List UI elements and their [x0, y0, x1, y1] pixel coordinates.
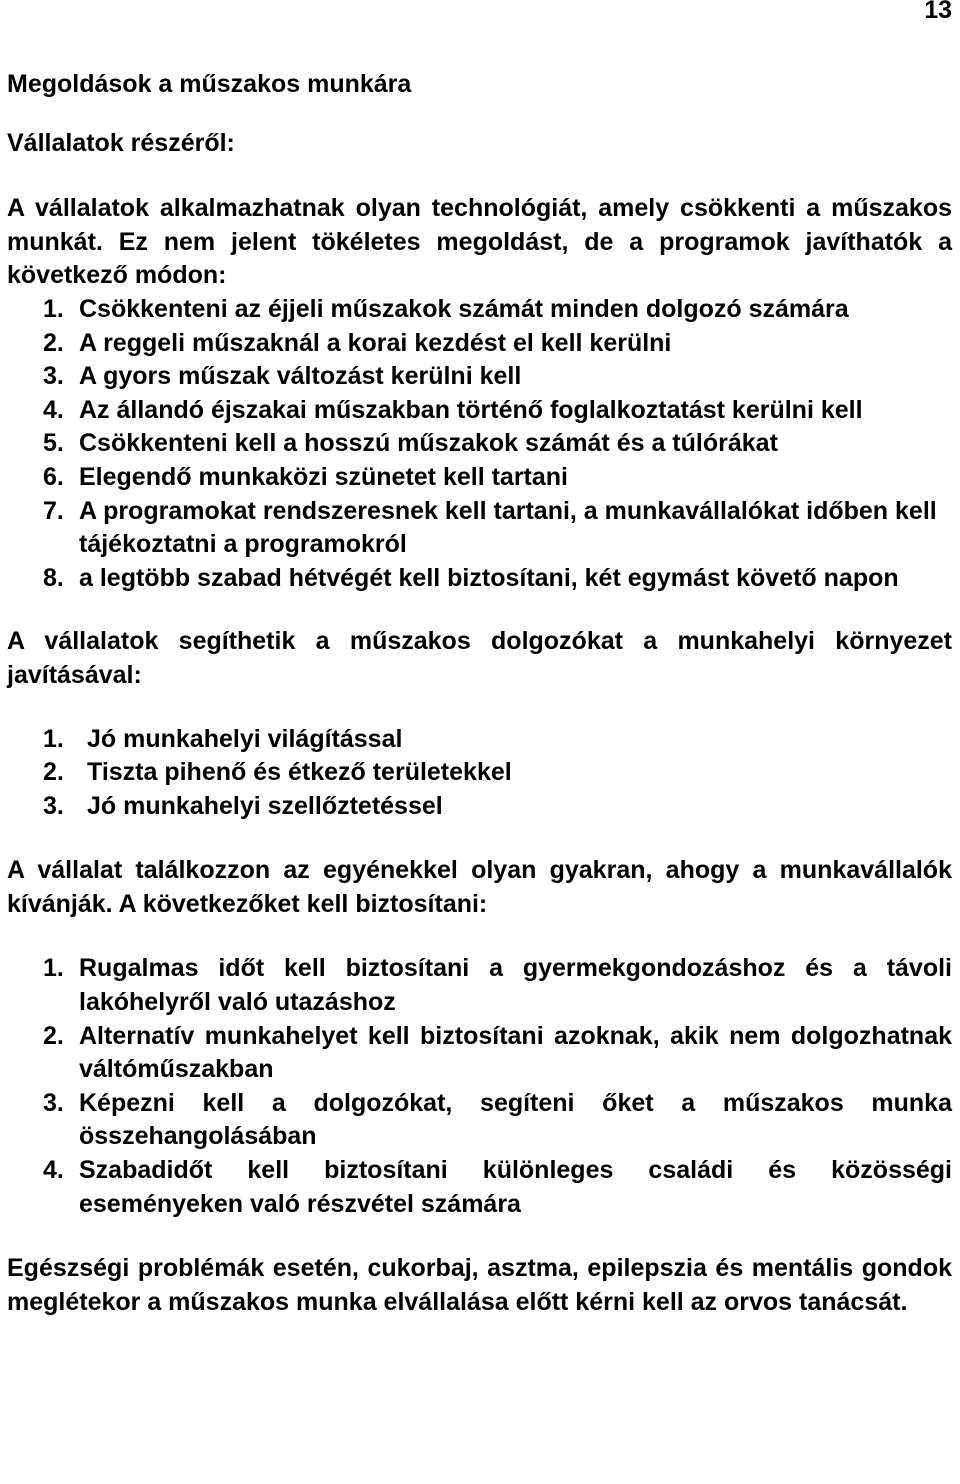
list-item	[7, 1087, 952, 1154]
list-item-text: A programokat rendszeresnek kell tartani, a munkavállalókat időben kell tájékoztatni a programokról	[79, 496, 937, 559]
list-item-text: Szabadidőt kell biztosítani különleges családi és közösségi eseményeken való részvétel számára	[79, 1156, 952, 1218]
list-item	[7, 756, 952, 790]
list-item-text: Jó munkahelyi világítással	[87, 724, 403, 753]
list-item	[7, 461, 952, 495]
environment-list	[7, 723, 952, 824]
list-item-text: Tiszta pihenő és étkező területekkel	[87, 758, 512, 787]
list-item	[7, 562, 952, 596]
list-item-number: 7.	[43, 496, 64, 525]
list-item-text: Jó munkahelyi szellőztetéssel	[87, 791, 443, 820]
list-item-number: 2.	[43, 758, 64, 787]
list-item-number: 2.	[43, 1021, 64, 1050]
list-item	[7, 790, 952, 824]
list-item	[7, 427, 952, 461]
list-item-number: 2.	[43, 328, 64, 357]
list-item-text: A gyors műszak változást kerülni kell	[79, 362, 522, 391]
list-item-text: Csökkenteni az éjjeli műszakok számát minden dolgozó számára	[79, 294, 849, 323]
list-item-text: Alternatív munkahelyet kell biztosítani azoknak, akik nem dolgozhatnak váltóműszakban	[79, 1021, 952, 1084]
list-item	[7, 1154, 952, 1221]
list-item-text: Rugalmas időt kell biztosítani a gyermekgondozáshoz és a távoli lakóhelyről való utazáshoz	[79, 954, 952, 1017]
list-item-number: 3.	[43, 1088, 64, 1117]
list-item-number: 1.	[43, 724, 64, 753]
list-item-text: Csökkenteni kell a hosszú műszakok számát és a túlórákat	[79, 429, 778, 458]
intro-paragraph: A vállalatok alkalmazhatnak olyan technológiát, amely csökkenti a műszakos munkát. Ez nem jelent tökéletes megoldást, de a programok javíthatók a következő módon:	[7, 194, 952, 290]
list-item	[7, 360, 952, 394]
list-item-number: 3.	[43, 791, 64, 820]
list-item-number: 3.	[43, 362, 64, 391]
list-item-number: 1.	[43, 294, 64, 323]
list-item	[7, 495, 952, 562]
technology-measures-list	[7, 293, 952, 595]
list-item-number: 8.	[43, 563, 64, 592]
list-item-number: 1.	[43, 954, 64, 983]
list-item-number: 4.	[43, 1156, 64, 1185]
document-body	[7, 68, 952, 1319]
health-paragraph: Egészségi problémák esetén, cukorbaj, asztma, epilepszia és mentális gondok meglétekor a műszakos munka elvállalása előtt kérni kell az orvos tanácsát.	[7, 1254, 952, 1316]
meeting-paragraph: A vállalat találkozzon az egyénekkel olyan gyakran, ahogy a munkavállalók kívánják. A következőket kell biztosítani:	[7, 856, 952, 918]
list-item	[7, 1020, 952, 1087]
provisions-list	[7, 952, 952, 1221]
list-item	[7, 327, 952, 361]
section-title: Megoldások a műszakos munkára	[7, 70, 412, 98]
list-item	[7, 293, 952, 327]
list-item	[7, 723, 952, 757]
list-item-number: 5.	[43, 429, 64, 458]
list-item-text: Képezni kell a dolgozókat, segíteni őket a műszakos munka összehangolásában	[79, 1088, 952, 1151]
list-item	[7, 952, 952, 1019]
list-item-text: Elegendő munkaközi szünetet kell tartani	[79, 462, 569, 491]
list-item-text: A reggeli műszaknál a korai kezdést el kell kerülni	[79, 328, 672, 357]
section-subtitle: Vállalatok részéről:	[7, 128, 235, 157]
list-item-number: 4.	[43, 395, 64, 424]
environment-paragraph: A vállalatok segíthetik a műszakos dolgozókat a munkahelyi környezet javításával:	[7, 627, 952, 689]
list-item-text: Az állandó éjszakai műszakban történő foglalkoztatást kerülni kell	[79, 395, 863, 424]
page-number: 13	[924, 0, 952, 24]
list-item-number: 6.	[43, 462, 64, 491]
list-item	[7, 394, 952, 428]
list-item-text: a legtöbb szabad hétvégét kell biztosítani, két egymást követő napon	[79, 563, 899, 592]
